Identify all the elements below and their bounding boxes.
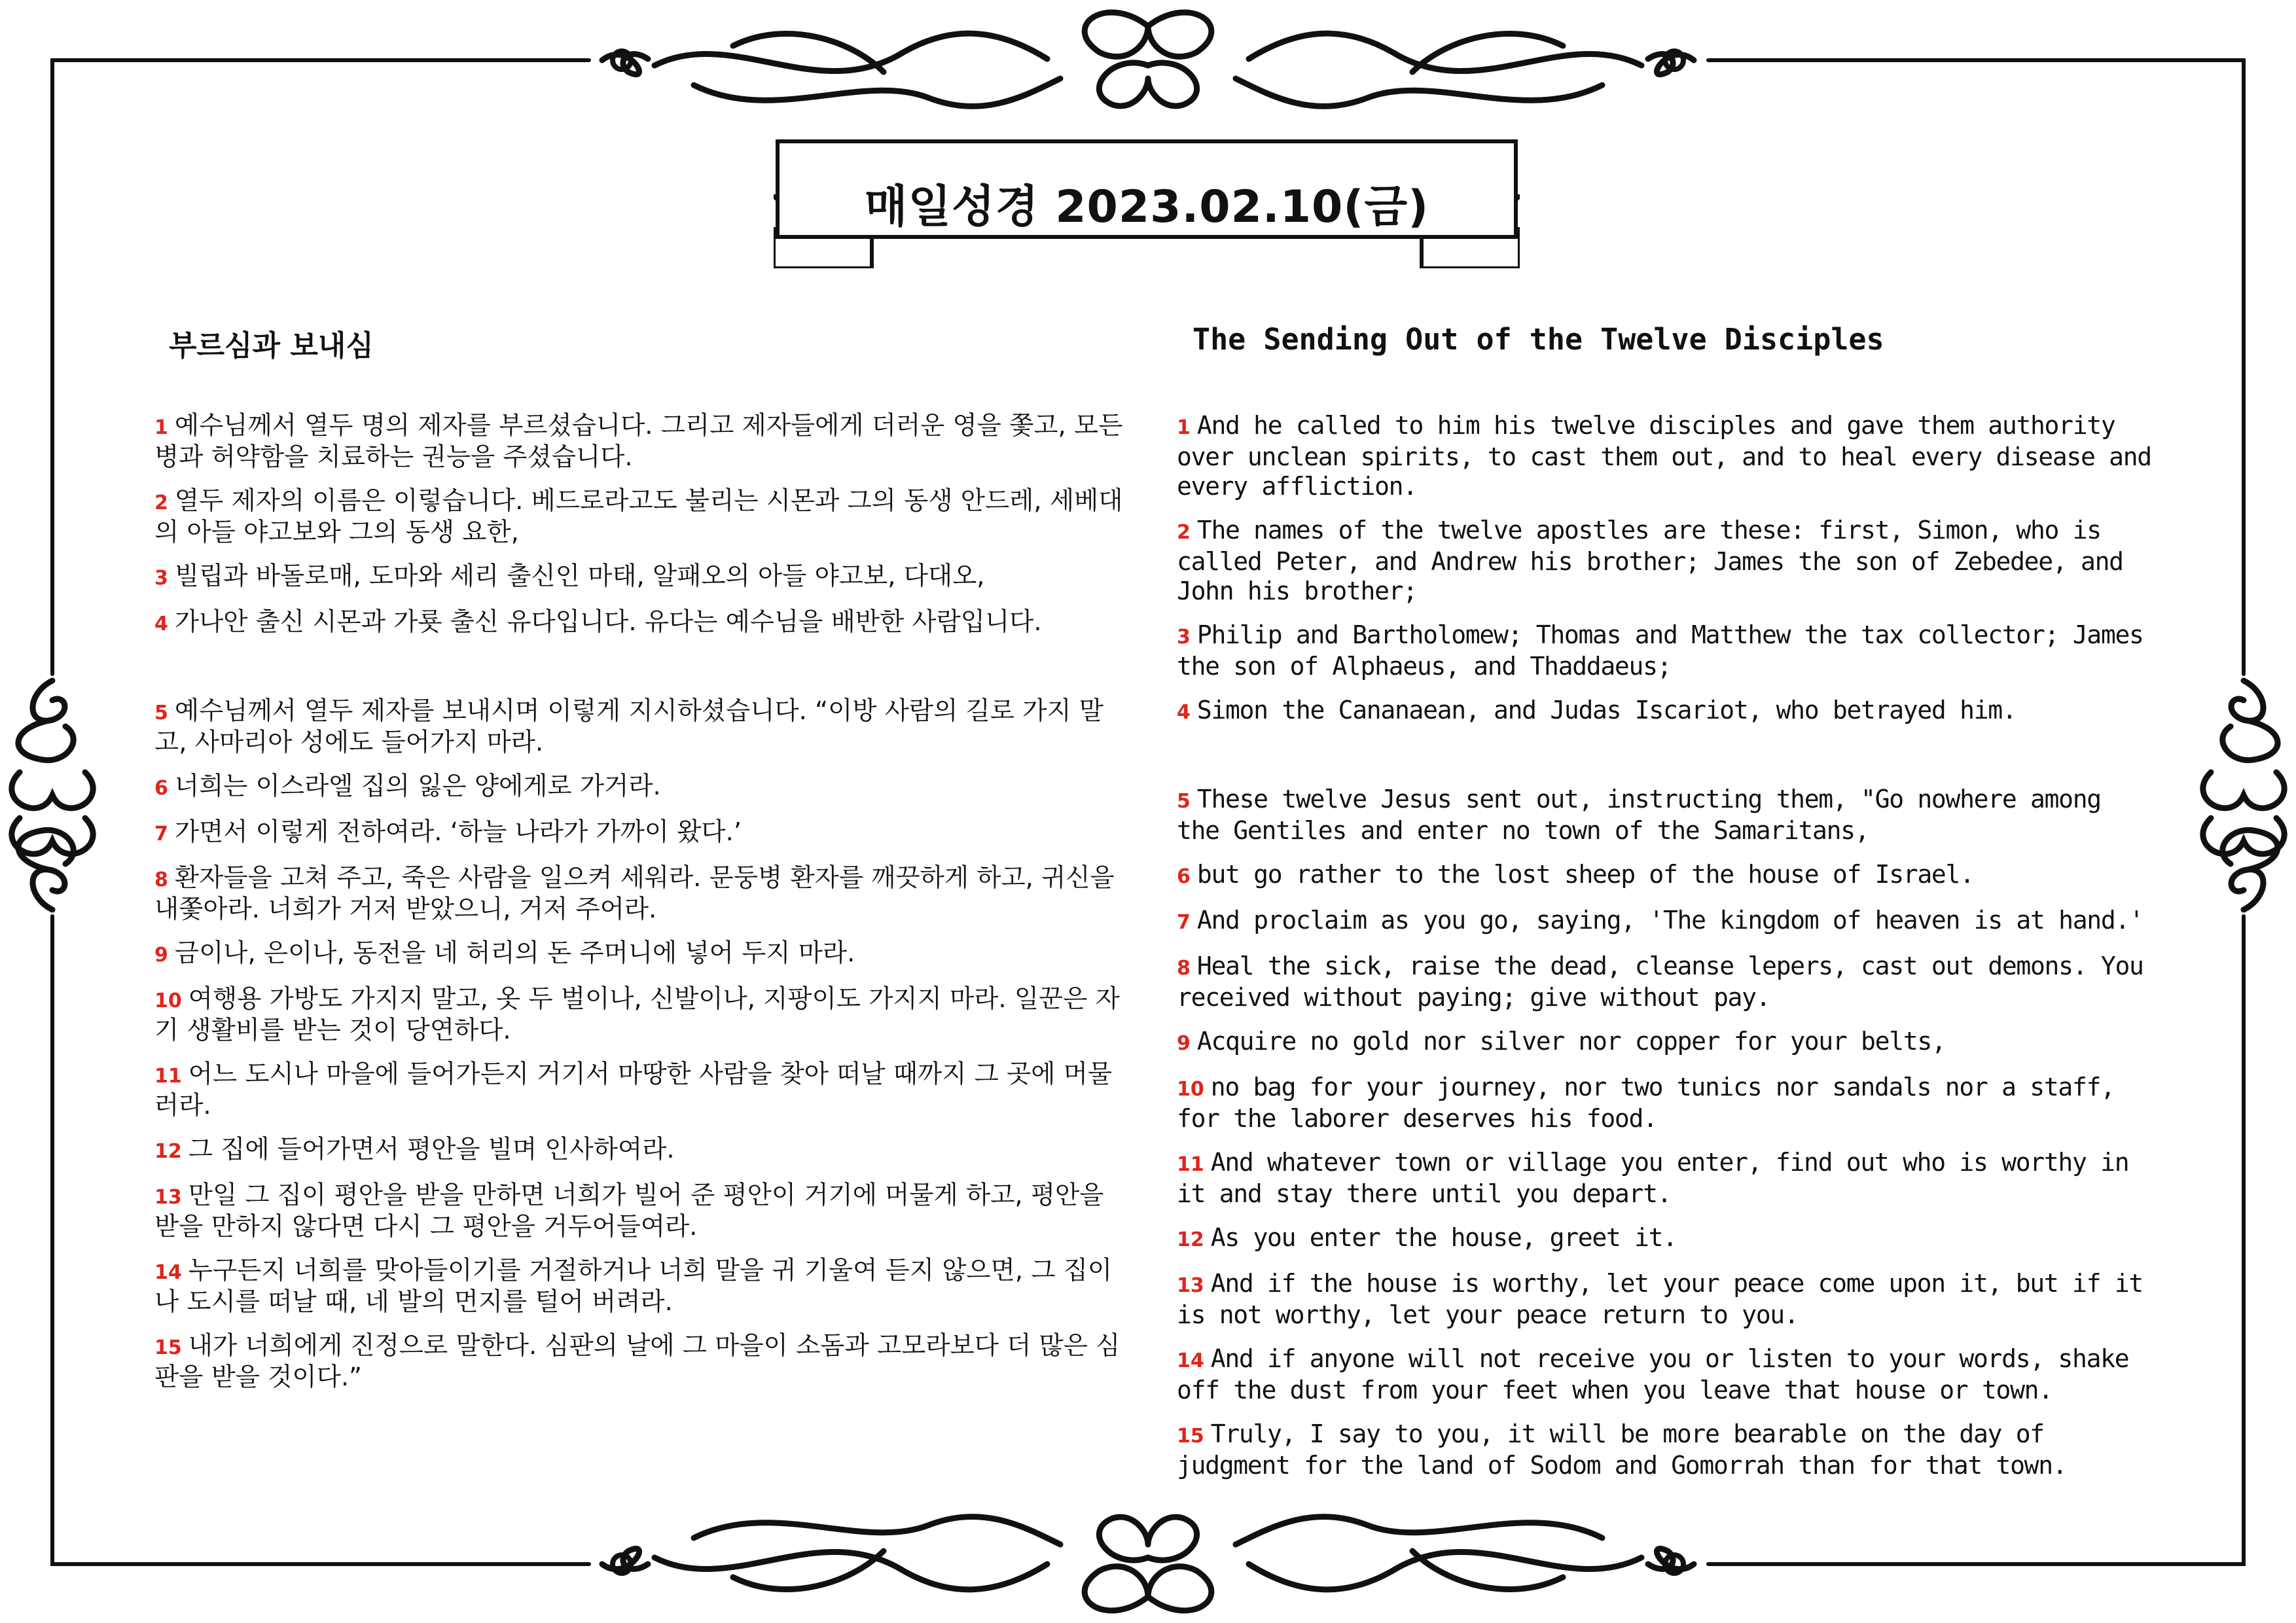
verse-en-2 <box>1177 516 2152 606</box>
verse-number: 7 <box>154 823 168 846</box>
verse-number: 12 <box>154 1140 182 1163</box>
verse-text: 누구든지 너희를 맞아들이기를 거절하거나 너희 말을 귀 기울여 듣지 않으면, 그 집이나 도시를 떠날 때, 네 발의 먼지를 털어 버려라. <box>154 1256 1113 1317</box>
verse-en-7 <box>1177 906 2152 937</box>
section-gap <box>154 653 1130 696</box>
verse-text: As you enter the house, greet it. <box>1210 1223 1677 1252</box>
verse-text: And whatever town or village you enter, find out who is worthy in it and stay there until you depart. <box>1177 1148 2129 1208</box>
verse-ko-5 <box>154 696 1130 757</box>
verse-ko-15 <box>154 1331 1130 1392</box>
verse-en-14 <box>1177 1344 2152 1405</box>
verse-text: And proclaim as you go, saying, 'The kingdom of heaven is at hand.' <box>1196 906 2144 935</box>
verse-en-8 <box>1177 952 2152 1012</box>
verse-number: 13 <box>154 1186 182 1209</box>
verse-ko-12 <box>154 1135 1130 1166</box>
verse-text: but go rather to the lost sheep of the house of Israel. <box>1196 860 1974 889</box>
verse-ko-10 <box>154 984 1130 1045</box>
verse-text: 빌립과 바돌로매, 도마와 세리 출신인 마태, 알패오의 아들 야고보, 다대오, <box>174 562 985 591</box>
verse-ko-9 <box>154 938 1130 970</box>
verse-ko-1 <box>154 411 1130 472</box>
verse-number: 5 <box>154 702 168 724</box>
verse-number: 5 <box>1177 790 1191 813</box>
verse-number: 2 <box>1177 521 1191 544</box>
bottom-ornament <box>602 1517 1694 1611</box>
verse-text: 열두 제자의 이름은 이렇습니다. 베드로라고도 불리는 시몬과 그의 동생 안드레, 세베대의 아들 야고보와 그의 동생 요한, <box>154 486 1123 547</box>
verse-text: The names of the twelve apostles are these: first, Simon, who is called Peter, and Andrew his brother; James the son of Zebedee, and John his brother; <box>1177 516 2123 605</box>
verse-en-15 <box>1177 1419 2152 1480</box>
verse-ko-11 <box>154 1060 1130 1120</box>
verse-number: 15 <box>1177 1425 1204 1448</box>
verse-text: 그 집에 들어가면서 평안을 빌며 인사하여라. <box>188 1135 675 1164</box>
verse-ko-6 <box>154 772 1130 803</box>
verse-text: Heal the sick, raise the dead, cleanse lepers, cast out demons. You received without paying; give without pay. <box>1177 952 2144 1012</box>
verse-text: And if the house is worthy, let your peace come upon it, but if it is not worthy, let your peace return to you. <box>1177 1269 2143 1329</box>
verse-en-3 <box>1177 620 2152 681</box>
korean-heading: 부르심과 보내심 <box>169 329 374 363</box>
verse-text: 예수님께서 열두 제자를 보내시며 이렇게 지시하셨습니다. “이방 사람의 길로 가지 말고, 사마리아 성에도 들어가지 마라. <box>154 696 1103 757</box>
verse-text: Simon the Cananaean, and Judas Iscariot, who betrayed him. <box>1196 696 2017 724</box>
verse-number: 1 <box>1177 416 1191 439</box>
verse-number: 11 <box>1177 1153 1204 1176</box>
verse-en-12 <box>1177 1223 2152 1255</box>
verse-text: Truly, I say to you, it will be more bearable on the day of judgment for the land of Sodom and Gomorrah than for that town. <box>1177 1419 2067 1480</box>
verse-en-11 <box>1177 1148 2152 1209</box>
verse-number: 9 <box>154 944 168 967</box>
english-heading: The Sending Out of the Twelve Disciples <box>1193 322 1884 357</box>
verse-text: Acquire no gold nor silver nor copper for your belts, <box>1196 1027 1946 1056</box>
verse-number: 14 <box>1177 1349 1204 1372</box>
verse-ko-3 <box>154 562 1130 593</box>
verse-number: 8 <box>1177 957 1191 980</box>
verse-en-6 <box>1177 860 2152 891</box>
verse-text: And he called to him his twelve disciples and gave them authority over unclean spirits, to cast them out, and to heal every disease and every affliction. <box>1177 411 2151 501</box>
top-ornament <box>602 12 1694 106</box>
verse-number: 15 <box>154 1336 182 1359</box>
verse-en-4 <box>1177 696 2152 727</box>
verse-en-1 <box>1177 411 2152 501</box>
verse-text: And if anyone will not receive you or listen to your words, shake off the dust from your feet when you leave that house or town. <box>1177 1344 2129 1404</box>
verse-number: 8 <box>154 868 168 891</box>
verse-ko-14 <box>154 1256 1130 1317</box>
verse-number: 13 <box>1177 1274 1204 1297</box>
verse-text: 어느 도시나 마을에 들어가든지 거기서 마땅한 사람을 찾아 떠날 때까지 그 곳에 머물러라. <box>154 1060 1113 1120</box>
verse-text: 가나안 출신 시몬과 가룟 출신 유다입니다. 유다는 예수님을 배반한 사람입니다. <box>174 607 1042 637</box>
verse-number: 4 <box>1177 701 1191 724</box>
verse-text: 가면서 이렇게 전하여라. ‘하늘 나라가 가까이 왔다.’ <box>174 817 742 847</box>
verse-number: 9 <box>1177 1032 1191 1055</box>
verse-text: 금이나, 은이나, 동전을 네 허리의 돈 주머니에 넣어 두지 마라. <box>174 938 855 968</box>
korean-column <box>154 411 1130 1406</box>
page-title: 매일성경 2023.02.10(금) <box>864 181 1429 233</box>
verse-text: These twelve Jesus sent out, instructing them, "Go nowhere among the Gentiles and enter no town of the Samaritans, <box>1177 785 2101 845</box>
verse-en-9 <box>1177 1027 2152 1058</box>
verse-number: 3 <box>154 567 168 590</box>
verse-number: 7 <box>1177 911 1191 934</box>
verse-text: 만일 그 집이 평안을 받을 만하면 너희가 빌어 준 평안이 거기에 머물게 하고, 평안을 받을 만하지 않다면 다시 그 평안을 거두어들여라. <box>154 1181 1104 1241</box>
verse-text: 너희는 이스라엘 집의 잃은 양에게로 가거라. <box>174 772 661 801</box>
verse-text: 여행용 가방도 가지지 말고, 옷 두 벌이나, 신발이나, 지팡이도 가지지 마라. 일꾼은 자기 생활비를 받는 것이 당연하다. <box>154 984 1120 1045</box>
verse-number: 1 <box>154 416 168 439</box>
verse-ko-8 <box>154 863 1130 924</box>
english-column <box>1177 411 2152 1495</box>
verse-text: Philip and Bartholomew; Thomas and Matthew the tax collector; James the son of Alphaeus, and Thaddaeus; <box>1177 620 2144 681</box>
verse-text: 내가 너희에게 진정으로 말한다. 심판의 날에 그 마을이 소돔과 고모라보다 더 많은 심판을 받을 것이다.” <box>154 1331 1121 1392</box>
verse-en-10 <box>1177 1073 2152 1133</box>
verse-ko-7 <box>154 817 1130 849</box>
verse-text: 예수님께서 열두 명의 제자를 부르셨습니다. 그리고 제자들에게 더러운 영을 쫓고, 모든 병과 허약함을 치료하는 권능을 주셨습니다. <box>154 411 1123 472</box>
verse-text: 환자들을 고쳐 주고, 죽은 사람을 일으켜 세워라. 문둥병 환자를 깨끗하게 하고, 귀신을 내쫓아라. 너희가 거저 받았으니, 거저 주어라. <box>154 863 1115 924</box>
verse-number: 6 <box>1177 865 1191 888</box>
left-ornament <box>12 681 93 910</box>
verse-ko-2 <box>154 486 1130 547</box>
verse-number: 14 <box>154 1261 182 1284</box>
verse-number: 11 <box>154 1065 182 1088</box>
verse-text: no bag for your journey, nor two tunics nor sandals nor a staff, for the laborer deserves his food. <box>1177 1073 2115 1133</box>
verse-en-13 <box>1177 1269 2152 1330</box>
verse-en-5 <box>1177 785 2152 846</box>
verse-number: 10 <box>1177 1078 1204 1101</box>
verse-number: 10 <box>154 990 182 1012</box>
verse-number: 6 <box>154 777 168 800</box>
verse-number: 4 <box>154 613 168 635</box>
verse-number: 2 <box>154 491 168 514</box>
verse-ko-13 <box>154 1181 1130 1241</box>
section-gap <box>1177 741 2152 785</box>
verse-ko-4 <box>154 607 1130 639</box>
verse-number: 3 <box>1177 626 1191 649</box>
verse-number: 12 <box>1177 1228 1204 1251</box>
right-ornament <box>2203 681 2284 910</box>
